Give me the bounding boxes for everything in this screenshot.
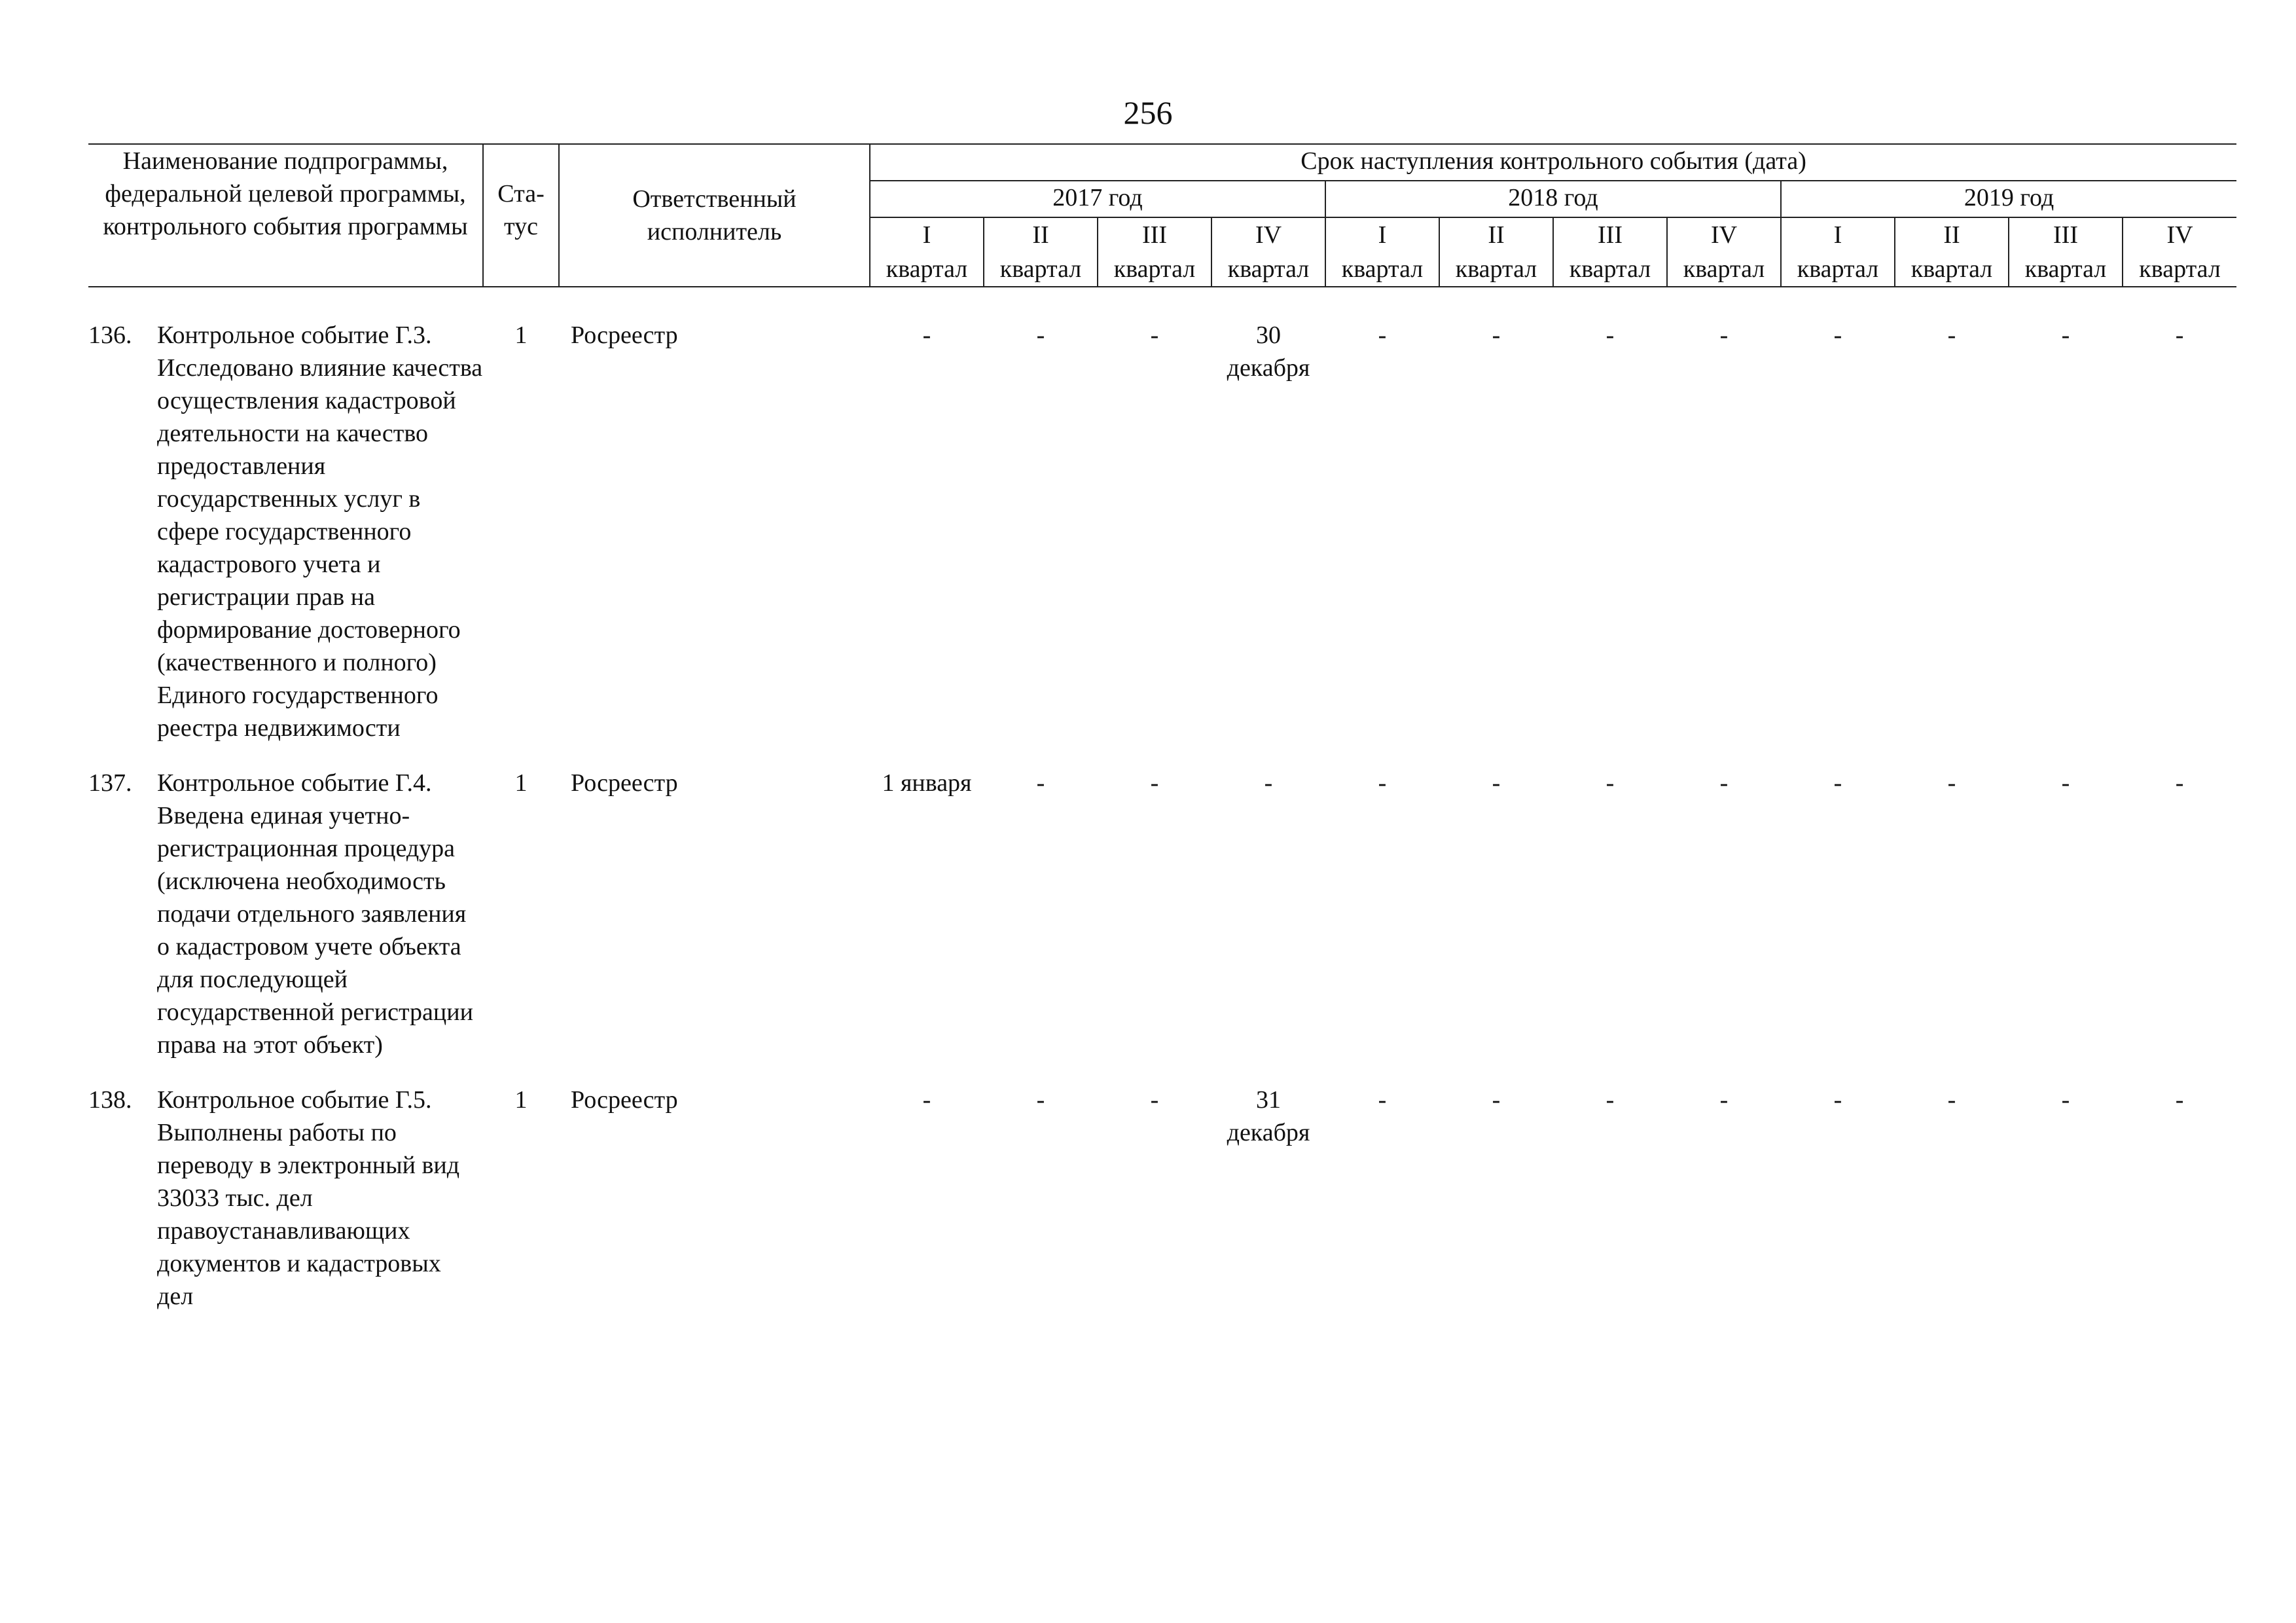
quarter-date-cell <box>1781 319 1895 767</box>
status-cell: 1 <box>514 769 528 797</box>
header-status-column <box>483 144 559 287</box>
no-event-dash: - <box>1605 321 1615 349</box>
quarter-numeral: III <box>2053 221 2078 249</box>
quarter-numeral: I <box>1378 221 1387 249</box>
quarter-date-cell <box>1211 767 1325 1084</box>
quarter-numeral: I <box>1833 221 1842 249</box>
quarter-date-cell <box>1895 319 2009 767</box>
quarter-date-cell <box>1895 767 2009 1084</box>
quarter-numeral: II <box>1032 221 1049 249</box>
quarter-word: квартал <box>999 255 1082 283</box>
header-year-1: 2018 год <box>1325 181 1781 217</box>
quarter-date-cell <box>1439 1084 1553 1335</box>
quarter-date-cell <box>1098 767 1211 1084</box>
header-quarter-2-1 <box>1895 217 2009 287</box>
quarter-numeral: II <box>1943 221 1960 249</box>
header-quarter-2-3 <box>2123 217 2236 287</box>
quarter-date-cell <box>2009 767 2123 1084</box>
event-description: Контрольное событие Г.4. Введена единая учетно-регистрационная процедура (исключена необходимость подачи отдельного заявления о кадастровом учете объекта для последующей государственной регистрации права на этот объект) <box>157 769 473 1059</box>
no-event-dash: - <box>2061 321 2070 349</box>
no-event-dash: - <box>1492 321 1501 349</box>
quarter-word: квартал <box>1113 255 1196 283</box>
quarter-word: квартал <box>1341 255 1424 283</box>
no-event-dash: - <box>1833 321 1842 349</box>
event-name-cell <box>88 1084 483 1335</box>
quarter-date-cell <box>984 319 1098 767</box>
quarter-word: квартал <box>2024 255 2107 283</box>
quarter-date-cell <box>1667 1084 1781 1335</box>
quarter-date-cell <box>2123 767 2236 1084</box>
quarter-date-cell <box>1211 1084 1325 1335</box>
quarter-word: квартал <box>1797 255 1879 283</box>
quarter-word: квартал <box>2139 255 2221 283</box>
no-event-dash: - <box>2061 1086 2070 1114</box>
quarter-date-cell <box>1553 1084 1667 1335</box>
table-row <box>88 319 2236 767</box>
responsible-cell: Росреестр <box>571 321 678 349</box>
no-event-dash: - <box>1947 1086 1956 1114</box>
quarter-date-cell <box>1553 767 1667 1084</box>
header-year-0: 2017 год <box>870 181 1325 217</box>
header-quarter-1-0 <box>1325 217 1439 287</box>
no-event-dash: - <box>1150 1086 1159 1114</box>
responsible-cell: Росреестр <box>571 1086 678 1114</box>
no-event-dash: - <box>1378 769 1387 797</box>
quarter-date-cell <box>1325 767 1439 1084</box>
no-event-dash: - <box>1605 1086 1615 1114</box>
no-event-dash: - <box>1492 1086 1501 1114</box>
quarter-date-cell <box>2123 319 2236 767</box>
page-number: 256 <box>1123 94 1173 131</box>
table-row <box>88 767 2236 1084</box>
event-date: 30 декабря <box>1227 321 1310 382</box>
no-event-dash: - <box>1150 321 1159 349</box>
no-event-dash: - <box>1833 1086 1842 1114</box>
no-event-dash: - <box>1719 321 1729 349</box>
spacer <box>88 287 2236 319</box>
header-quarter-2-0 <box>1781 217 1895 287</box>
no-event-dash: - <box>1492 769 1501 797</box>
no-event-dash: - <box>2061 769 2070 797</box>
header-responsible-column <box>559 144 870 287</box>
no-event-dash: - <box>1036 321 1045 349</box>
no-event-dash: - <box>1947 769 1956 797</box>
quarter-date-cell <box>2009 1084 2123 1335</box>
quarter-date-cell <box>1325 1084 1439 1335</box>
quarter-date-cell <box>1439 767 1553 1084</box>
header-responsible-line1: Ответственный <box>632 185 797 213</box>
quarter-numeral: IV <box>1710 221 1738 249</box>
no-event-dash: - <box>922 321 931 349</box>
quarter-word: квартал <box>1683 255 1765 283</box>
quarter-date-cell <box>1439 319 1553 767</box>
no-event-dash: - <box>1719 769 1729 797</box>
header-quarter-0-3 <box>1211 217 1325 287</box>
header-quarter-1-3 <box>1667 217 1781 287</box>
quarter-date-cell <box>1895 1084 2009 1335</box>
no-event-dash: - <box>1378 1086 1387 1114</box>
quarter-date-cell <box>870 319 984 767</box>
no-event-dash: - <box>1036 769 1045 797</box>
header-quarter-1-2 <box>1553 217 1667 287</box>
no-event-dash: - <box>1605 769 1615 797</box>
status-cell: 1 <box>514 1086 528 1114</box>
no-event-dash: - <box>1150 769 1159 797</box>
quarter-word: квартал <box>1569 255 1651 283</box>
quarter-date-cell <box>870 767 984 1084</box>
quarter-date-cell <box>1098 319 1211 767</box>
header-name-column: Наименование подпрограммы, федеральной целевой программы, контрольного события программы <box>88 144 483 287</box>
no-event-dash: - <box>1833 769 1842 797</box>
quarter-date-cell <box>1781 1084 1895 1335</box>
quarter-date-cell <box>984 1084 1098 1335</box>
no-event-dash: - <box>2175 1086 2184 1114</box>
header-status-line2: тус <box>504 213 538 240</box>
event-date: 31 декабря <box>1227 1086 1310 1146</box>
no-event-dash: - <box>2175 769 2184 797</box>
quarter-numeral: IV <box>2166 221 2193 249</box>
header-quarter-2-2 <box>2009 217 2123 287</box>
header-deadline: Срок наступления контрольного события (дата) <box>870 144 2236 181</box>
quarter-date-cell <box>1325 319 1439 767</box>
quarter-date-cell <box>870 1084 984 1335</box>
no-event-dash: - <box>1264 769 1273 797</box>
quarter-numeral: III <box>1142 221 1167 249</box>
header-responsible-line2: исполнитель <box>647 218 782 246</box>
row-number: 137. <box>88 769 132 797</box>
quarter-date-cell <box>1667 319 1781 767</box>
event-date: 1 января <box>882 769 972 797</box>
quarter-word: квартал <box>1227 255 1310 283</box>
status-cell: 1 <box>514 321 528 349</box>
table-row <box>88 1084 2236 1335</box>
header-quarter-0-0 <box>870 217 984 287</box>
quarter-date-cell <box>1098 1084 1211 1335</box>
quarter-date-cell <box>1211 319 1325 767</box>
quarter-word: квартал <box>886 255 968 283</box>
quarter-date-cell <box>984 767 1098 1084</box>
header-quarter-1-1 <box>1439 217 1553 287</box>
quarter-date-cell <box>2009 319 2123 767</box>
no-event-dash: - <box>1378 321 1387 349</box>
quarter-date-cell <box>2123 1084 2236 1335</box>
header-year-2: 2019 год <box>1781 181 2236 217</box>
no-event-dash: - <box>1036 1086 1045 1114</box>
table-body <box>88 287 2236 1335</box>
quarter-numeral: II <box>1488 221 1505 249</box>
no-event-dash: - <box>922 1086 931 1114</box>
quarter-numeral: IV <box>1255 221 1282 249</box>
header-quarter-0-2 <box>1098 217 1211 287</box>
event-name-cell <box>88 319 483 767</box>
row-number: 136. <box>88 321 132 349</box>
event-name-cell <box>88 767 483 1084</box>
no-event-dash: - <box>1947 321 1956 349</box>
no-event-dash: - <box>1719 1086 1729 1114</box>
responsible-cell: Росреестр <box>571 769 678 797</box>
row-number: 138. <box>88 1086 132 1114</box>
quarter-date-cell <box>1667 767 1781 1084</box>
quarter-numeral: I <box>922 221 931 249</box>
no-event-dash: - <box>2175 321 2184 349</box>
event-description: Контрольное событие Г.5. Выполнены работы по переводу в электронный вид 33033 тыс. дел правоустанавливающих документов и кадастровых дел <box>157 1086 460 1310</box>
quarter-numeral: III <box>1598 221 1623 249</box>
header-quarter-0-1 <box>984 217 1098 287</box>
table-header <box>88 144 2236 287</box>
quarter-date-cell <box>1553 319 1667 767</box>
event-description: Контрольное событие Г.3. Исследовано влияние качества осуществления кадастровой деятельности на качество предоставления государственных услуг в сфере государственного кадастрового учета и регистрации прав на формирование достоверного (качественного и полного) Единого государственного реестра недвижимости <box>157 321 483 742</box>
control-events-table <box>88 143 2236 1335</box>
quarter-word: квартал <box>1910 255 1993 283</box>
quarter-word: квартал <box>1455 255 1537 283</box>
header-status-line1: Ста- <box>497 180 545 208</box>
quarter-date-cell <box>1781 767 1895 1084</box>
